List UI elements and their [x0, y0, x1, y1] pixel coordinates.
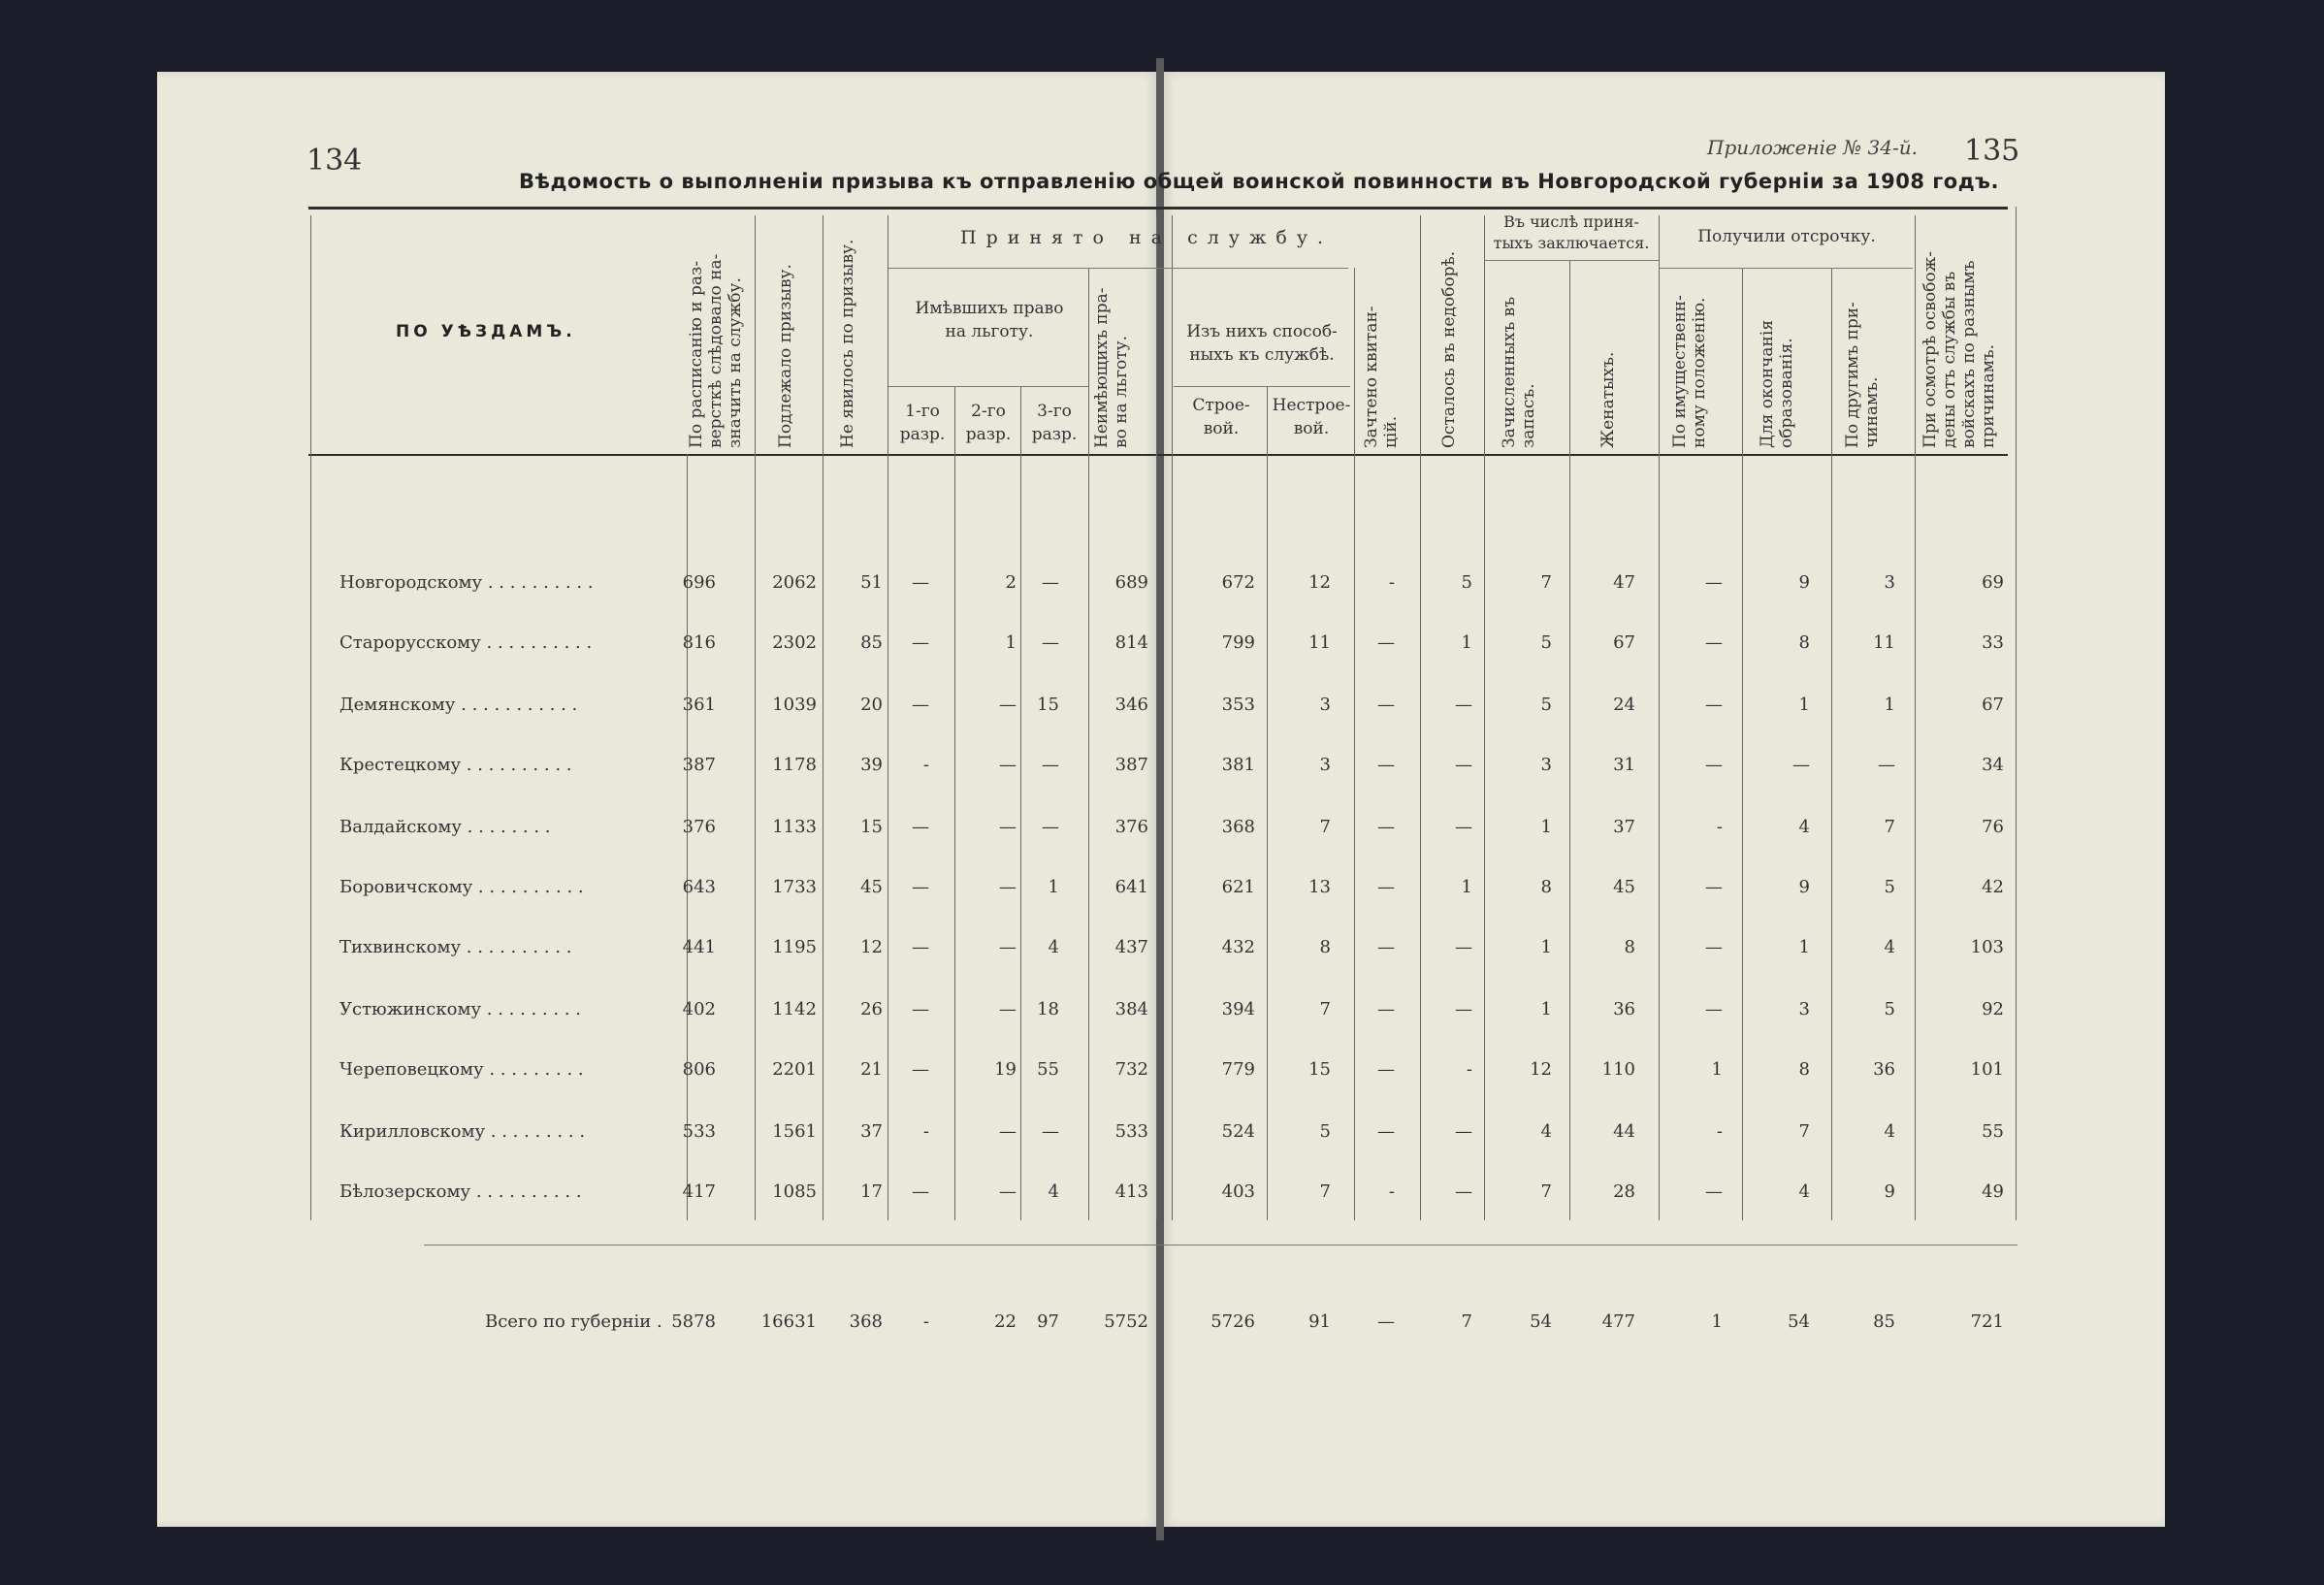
cell-no-benefit: 387	[1114, 755, 1148, 775]
cell-no-benefit: 689	[1114, 572, 1148, 593]
cell-property: —	[1705, 572, 1723, 593]
cell-reserve: 7	[1540, 572, 1552, 593]
absent-header: Не явилось по призыву.	[838, 239, 857, 448]
column-rule	[1156, 215, 1157, 1220]
cell-receipts: —	[1377, 937, 1395, 957]
district-name: Тихвинскому . . . . . . . . . .	[339, 937, 572, 957]
district-header: ПО УѢЗДАМЪ.	[396, 322, 576, 341]
cell-education: 4	[1798, 817, 1810, 837]
shortfall-header: Осталось въ недоборѣ.	[1439, 250, 1459, 448]
cell-exempt: 34	[1982, 755, 2004, 775]
cell-exempt: 103	[1970, 937, 2004, 957]
cell-cat3: 4	[1048, 1181, 1059, 1202]
cell-exempt: 67	[1982, 695, 2004, 715]
cell-combat: 621	[1221, 877, 1255, 897]
married-header: Женатыхъ.	[1598, 351, 1618, 448]
cell-noncombat: 7	[1319, 999, 1331, 1019]
cell-shortfall: 1	[1461, 632, 1472, 653]
cell-no-benefit: 732	[1114, 1059, 1148, 1080]
cell-no-benefit: 437	[1114, 937, 1148, 957]
cell-cat1: —	[912, 1059, 929, 1080]
cell-cat2: 19	[994, 1059, 1017, 1080]
cat3-header: 3-го разр.	[1031, 402, 1078, 444]
top-rule	[308, 207, 2008, 210]
district-name: Валдайскому . . . . . . . .	[339, 817, 551, 837]
cell-other: —	[1878, 755, 1895, 775]
cell-education: —	[1792, 755, 1810, 775]
combat-header: Строе- вой.	[1192, 396, 1250, 438]
cell-quota: 361	[682, 695, 716, 715]
receipts-header: Зачтено квитан- цій.	[1362, 306, 1401, 448]
cell-no-benefit: 814	[1114, 632, 1148, 653]
total-cat2: 22	[994, 1311, 1017, 1332]
cell-other: 4	[1884, 1121, 1895, 1142]
cell-cat3: 18	[1037, 999, 1059, 1019]
cell-receipts: —	[1377, 1121, 1395, 1142]
cell-exempt: 33	[1982, 632, 2004, 653]
cell-cat3: —	[1042, 632, 1059, 653]
cell-quota: 533	[682, 1121, 716, 1142]
cell-cat2: —	[999, 1121, 1017, 1142]
total-exempt: 721	[1970, 1311, 2004, 1332]
total-shortfall: 7	[1461, 1311, 1472, 1332]
table-title: Вѣдомость о выполненіи призыва къ отправленію общей воинской повинности въ Новгородской губерніи за 1908 годъ.	[519, 170, 1999, 193]
cell-married: 67	[1613, 632, 1635, 653]
cell-shortfall: —	[1455, 999, 1472, 1019]
column-rule	[687, 454, 688, 1220]
cell-married: 31	[1613, 755, 1635, 775]
cell-married: 37	[1613, 817, 1635, 837]
district-name: Демянскому . . . . . . . . . . .	[339, 695, 578, 715]
right-page-number: 135	[1964, 134, 2020, 168]
cell-liable: 1178	[772, 755, 817, 775]
cell-cat3: —	[1042, 1121, 1059, 1142]
cell-reserve: 12	[1530, 1059, 1552, 1080]
district-name: Устюжинскому . . . . . . . . .	[339, 999, 582, 1019]
cell-combat: 779	[1221, 1059, 1255, 1080]
district-name: Новгородскому . . . . . . . . . .	[339, 572, 594, 593]
cell-liable: 2062	[772, 572, 817, 593]
cell-cat2: —	[999, 755, 1017, 775]
cell-married: 36	[1613, 999, 1635, 1019]
benefit-rule	[888, 386, 1088, 387]
cell-shortfall: -	[1466, 1059, 1472, 1080]
left-page	[157, 72, 1158, 1527]
total-receipts: —	[1377, 1311, 1395, 1332]
cell-property: -	[1716, 1121, 1723, 1142]
cell-absent: 26	[860, 999, 883, 1019]
cell-property: —	[1705, 999, 1723, 1019]
cell-exempt: 92	[1982, 999, 2004, 1019]
cell-reserve: 3	[1540, 755, 1552, 775]
cell-cat3: —	[1042, 755, 1059, 775]
cell-receipts: -	[1388, 1181, 1395, 1202]
quota-header: По расписанію и раз- версткѣ слѣдовало на- значить на службу.	[687, 253, 745, 448]
cell-property: —	[1705, 695, 1723, 715]
header-rule	[308, 454, 2008, 456]
cell-quota: 816	[682, 632, 716, 653]
column-rule	[1915, 215, 1916, 1220]
cell-cat2: 1	[1005, 632, 1017, 653]
cell-other: 3	[1884, 572, 1895, 593]
total-property: 1	[1711, 1311, 1723, 1332]
noncombat-header: Нестрое- вой.	[1272, 396, 1351, 438]
education-header: Для окончанія образованія.	[1758, 319, 1796, 448]
cell-liable: 1733	[772, 877, 817, 897]
cell-cat2: —	[999, 695, 1017, 715]
cell-cat1: —	[912, 1181, 929, 1202]
cell-combat: 524	[1221, 1121, 1255, 1142]
total-education: 54	[1788, 1311, 1810, 1332]
cell-other: 9	[1884, 1181, 1895, 1202]
district-name: Бѣлозерскому . . . . . . . . . .	[339, 1181, 582, 1202]
total-absent: 368	[849, 1311, 883, 1332]
book-spine	[1156, 58, 1164, 1540]
total-no-benefit: 5752	[1104, 1311, 1148, 1332]
cell-receipts: —	[1377, 632, 1395, 653]
cell-cat1: —	[912, 877, 929, 897]
cell-other: 7	[1884, 817, 1895, 837]
cell-married: 47	[1613, 572, 1635, 593]
column-rule	[1267, 386, 1268, 1220]
cell-property: 1	[1711, 1059, 1723, 1080]
cell-combat: 394	[1221, 999, 1255, 1019]
cell-absent: 21	[860, 1059, 883, 1080]
accepted-header: Принято на службу.	[960, 227, 1334, 248]
cell-shortfall: 5	[1461, 572, 1472, 593]
cell-absent: 15	[860, 817, 883, 837]
cell-exempt: 69	[1982, 572, 2004, 593]
cell-noncombat: 8	[1319, 937, 1331, 957]
cell-education: 3	[1798, 999, 1810, 1019]
total-reserve: 54	[1530, 1311, 1552, 1332]
cell-married: 45	[1613, 877, 1635, 897]
property-header: По имущественн- ному положенію.	[1670, 295, 1709, 448]
cell-exempt: 76	[1982, 817, 2004, 837]
cell-cat3: 15	[1037, 695, 1059, 715]
cell-cat1: -	[922, 1121, 929, 1142]
reserve-header: Зачисленныхъ въ запасъ.	[1500, 296, 1538, 448]
cell-other: 4	[1884, 937, 1895, 957]
column-rule	[310, 215, 311, 1220]
cell-property: -	[1716, 817, 1723, 837]
cell-reserve: 8	[1540, 877, 1552, 897]
cell-no-benefit: 384	[1114, 999, 1148, 1019]
cell-cat2: —	[999, 999, 1017, 1019]
cell-shortfall: —	[1455, 695, 1472, 715]
cell-absent: 45	[860, 877, 883, 897]
cell-cat2: —	[999, 1181, 1017, 1202]
cell-combat: 403	[1221, 1181, 1255, 1202]
cell-reserve: 5	[1540, 695, 1552, 715]
cell-absent: 20	[860, 695, 883, 715]
cell-no-benefit: 376	[1114, 817, 1148, 837]
cell-noncombat: 15	[1308, 1059, 1331, 1080]
cell-absent: 17	[860, 1181, 883, 1202]
cell-cat1: -	[922, 755, 929, 775]
cell-quota: 441	[682, 937, 716, 957]
right-page	[1162, 72, 2165, 1527]
cell-receipts: —	[1377, 755, 1395, 775]
cell-absent: 51	[860, 572, 883, 593]
cell-noncombat: 12	[1308, 572, 1331, 593]
cell-receipts: —	[1377, 817, 1395, 837]
cell-cat3: 55	[1037, 1059, 1059, 1080]
deferred-header: Получили отсрочку.	[1697, 227, 1876, 246]
cell-cat2: —	[999, 877, 1017, 897]
cell-liable: 1133	[772, 817, 817, 837]
total-cat1: -	[922, 1311, 929, 1332]
cell-noncombat: 11	[1308, 632, 1331, 653]
cell-other: 5	[1884, 877, 1895, 897]
cell-absent: 37	[860, 1121, 883, 1142]
cell-receipts: —	[1377, 877, 1395, 897]
cell-exempt: 101	[1970, 1059, 2004, 1080]
cell-reserve: 1	[1540, 999, 1552, 1019]
cell-education: 1	[1798, 937, 1810, 957]
cell-education: 9	[1798, 572, 1810, 593]
cell-quota: 643	[682, 877, 716, 897]
cell-cat1: —	[912, 632, 929, 653]
cell-exempt: 42	[1982, 877, 2004, 897]
cell-quota: 417	[682, 1181, 716, 1202]
cell-married: 110	[1601, 1059, 1635, 1080]
total-other: 85	[1873, 1311, 1895, 1332]
cell-other: 36	[1873, 1059, 1895, 1080]
cell-no-benefit: 533	[1114, 1121, 1148, 1142]
cell-absent: 12	[860, 937, 883, 957]
district-name: Боровичскому . . . . . . . . . .	[339, 877, 584, 897]
district-name: Крестецкому . . . . . . . . . .	[339, 755, 572, 775]
cell-quota: 376	[682, 817, 716, 837]
cell-liable: 1039	[772, 695, 817, 715]
cell-education: 1	[1798, 695, 1810, 715]
cell-cat1: —	[912, 999, 929, 1019]
cell-liable: 2302	[772, 632, 817, 653]
cell-property: —	[1705, 755, 1723, 775]
cell-other: 1	[1884, 695, 1895, 715]
cell-cat2: —	[999, 937, 1017, 957]
deferred-rule	[1659, 268, 1913, 269]
cell-cat1: —	[912, 695, 929, 715]
cell-shortfall: —	[1455, 937, 1472, 957]
cell-liable: 1142	[772, 999, 817, 1019]
cell-quota: 402	[682, 999, 716, 1019]
cell-noncombat: 7	[1319, 1181, 1331, 1202]
cell-cat3: 4	[1048, 937, 1059, 957]
among-rule	[1484, 260, 1659, 261]
cell-property: —	[1705, 877, 1723, 897]
cell-married: 28	[1613, 1181, 1635, 1202]
cell-shortfall: —	[1455, 755, 1472, 775]
district-name: Кирилловскому . . . . . . . . .	[339, 1121, 586, 1142]
cell-absent: 39	[860, 755, 883, 775]
cell-receipts: -	[1388, 572, 1395, 593]
cell-receipts: —	[1377, 999, 1395, 1019]
cell-other: 5	[1884, 999, 1895, 1019]
total-combat: 5726	[1210, 1311, 1255, 1332]
cell-reserve: 1	[1540, 937, 1552, 957]
total-cat3: 97	[1037, 1311, 1059, 1332]
cell-liable: 2201	[772, 1059, 817, 1080]
cell-combat: 381	[1221, 755, 1255, 775]
cell-education: 9	[1798, 877, 1810, 897]
cat1-header: 1-го разр.	[899, 402, 946, 444]
total-label: Всего по губерніи .	[485, 1311, 662, 1332]
total-quota: 5878	[671, 1311, 716, 1332]
no-benefit-header: Неимѣющихъ пра- во на льготу.	[1092, 287, 1131, 448]
cell-exempt: 49	[1982, 1181, 2004, 1202]
cell-liable: 1195	[772, 937, 817, 957]
cell-reserve: 5	[1540, 632, 1552, 653]
cell-reserve: 1	[1540, 817, 1552, 837]
cell-cat3: —	[1042, 572, 1059, 593]
cell-shortfall: 1	[1461, 877, 1472, 897]
left-page-number: 134	[307, 144, 363, 178]
cell-noncombat: 7	[1319, 817, 1331, 837]
cell-liable: 1085	[772, 1181, 817, 1202]
cell-married: 24	[1613, 695, 1635, 715]
appendix-label: Приложеніе № 34-й.	[1707, 136, 1918, 159]
cell-receipts: —	[1377, 1059, 1395, 1080]
cell-cat1: —	[912, 937, 929, 957]
total-liable: 16631	[760, 1311, 817, 1332]
cell-education: 7	[1798, 1121, 1810, 1142]
cell-shortfall: —	[1455, 817, 1472, 837]
column-rule	[2016, 207, 2017, 1220]
fit-rule	[1174, 386, 1350, 387]
cell-property: —	[1705, 632, 1723, 653]
cell-noncombat: 3	[1319, 755, 1331, 775]
column-rule	[954, 386, 955, 1220]
cell-education: 4	[1798, 1181, 1810, 1202]
cell-cat3: —	[1042, 817, 1059, 837]
among-header: Въ числѣ приня- тыхъ заключается.	[1493, 212, 1650, 252]
total-noncombat: 91	[1308, 1311, 1331, 1332]
cell-noncombat: 5	[1319, 1121, 1331, 1142]
cell-no-benefit: 346	[1114, 695, 1148, 715]
cell-reserve: 7	[1540, 1181, 1552, 1202]
cat2-header: 2-го разр.	[965, 402, 1012, 444]
cell-noncombat: 3	[1319, 695, 1331, 715]
cell-cat2: —	[999, 817, 1017, 837]
cell-noncombat: 13	[1308, 877, 1331, 897]
cell-cat1: —	[912, 817, 929, 837]
district-name: Старорусскому . . . . . . . . . .	[339, 632, 593, 653]
cell-other: 11	[1873, 632, 1895, 653]
cell-cat3: 1	[1048, 877, 1059, 897]
cell-combat: 672	[1221, 572, 1255, 593]
cell-cat1: —	[912, 572, 929, 593]
with-benefit-header: Имѣвшихъ право на льготу.	[915, 299, 1064, 341]
cell-quota: 806	[682, 1059, 716, 1080]
cell-shortfall: —	[1455, 1181, 1472, 1202]
cell-education: 8	[1798, 632, 1810, 653]
cell-receipts: —	[1377, 695, 1395, 715]
accepted-rule-right	[1174, 268, 1348, 269]
cell-quota: 696	[682, 572, 716, 593]
cell-liable: 1561	[772, 1121, 817, 1142]
cell-education: 8	[1798, 1059, 1810, 1080]
cell-cat2: 2	[1005, 572, 1017, 593]
cell-property: —	[1705, 937, 1723, 957]
cell-absent: 85	[860, 632, 883, 653]
cell-combat: 799	[1221, 632, 1255, 653]
exempt-header: При осмотрѣ освобож- дены отъ службы въ войскахъ по разнымъ причинамъ.	[1921, 250, 1998, 448]
column-rule	[1020, 386, 1021, 1220]
liable-header: Подлежало призыву.	[776, 264, 795, 448]
district-name: Череповецкому . . . . . . . . .	[339, 1059, 584, 1080]
cell-married: 44	[1613, 1121, 1635, 1142]
cell-combat: 353	[1221, 695, 1255, 715]
cell-married: 8	[1624, 937, 1635, 957]
other-header: По другимъ при- чинамъ.	[1843, 302, 1882, 448]
cell-reserve: 4	[1540, 1121, 1552, 1142]
total-married: 477	[1601, 1311, 1635, 1332]
cell-shortfall: —	[1455, 1121, 1472, 1142]
cell-quota: 387	[682, 755, 716, 775]
cell-no-benefit: 641	[1114, 877, 1148, 897]
cell-combat: 432	[1221, 937, 1255, 957]
fit-header: Изъ нихъ способ- ныхъ къ службѣ.	[1186, 322, 1338, 365]
cell-no-benefit: 413	[1114, 1181, 1148, 1202]
cell-property: —	[1705, 1181, 1723, 1202]
cell-combat: 368	[1221, 817, 1255, 837]
cell-exempt: 55	[1982, 1121, 2004, 1142]
